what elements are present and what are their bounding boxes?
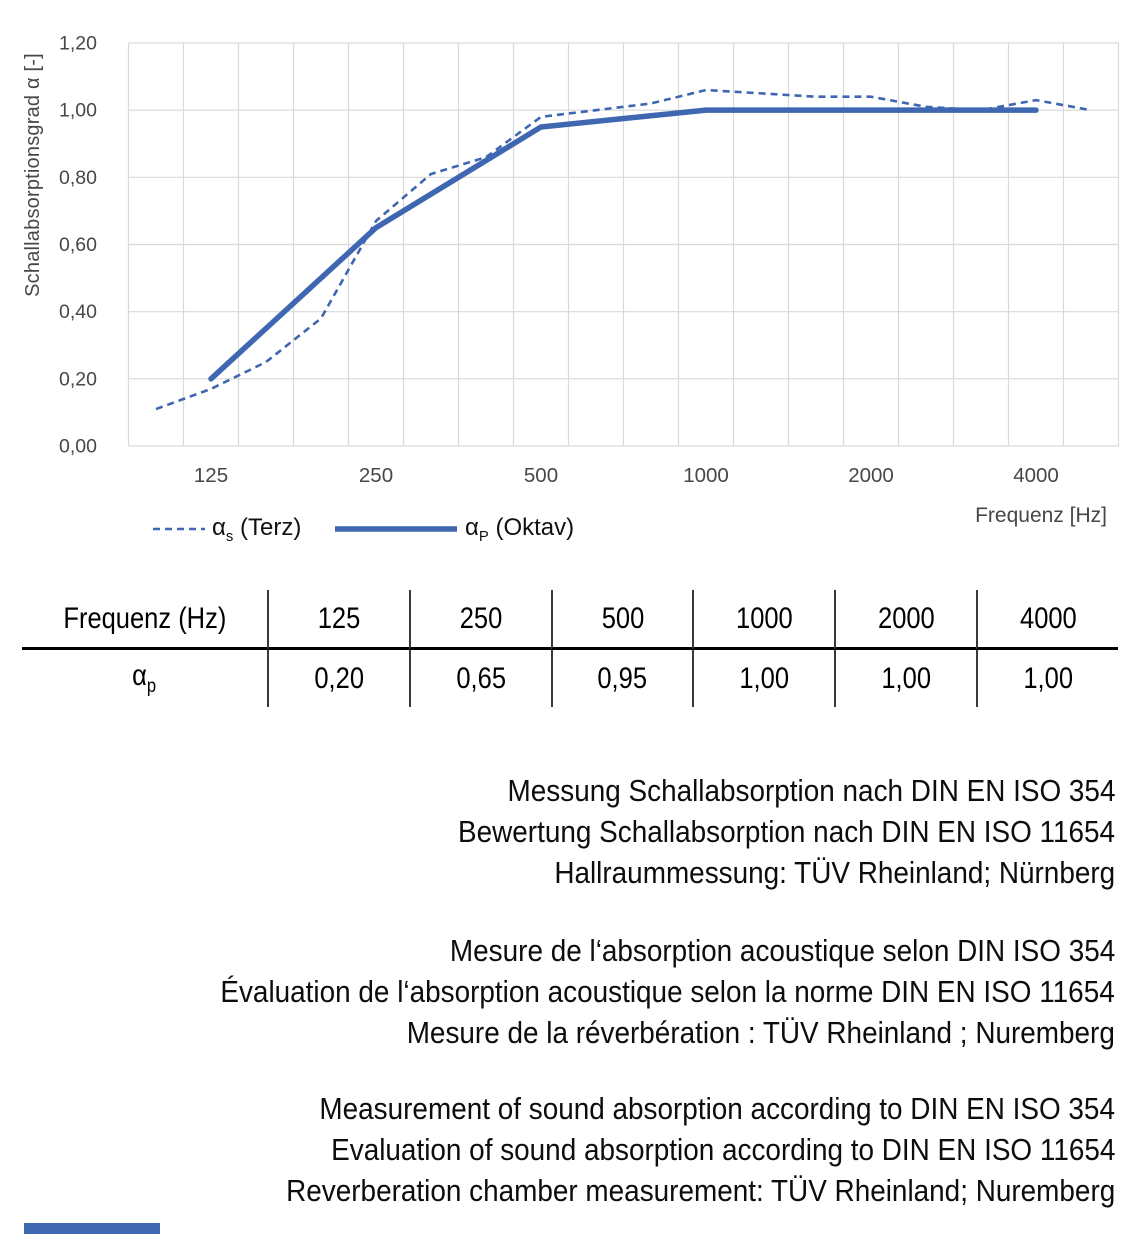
y-tick-label: 0,20	[59, 368, 97, 391]
note-line: Messung Schallabsorption nach DIN EN ISO 354	[507, 773, 1115, 808]
absorption-chart-svg	[0, 0, 1135, 500]
y-tick-label: 0,40	[59, 301, 97, 324]
dashed-line-sample-icon	[152, 525, 206, 533]
legend-label-alpha-p: $\alpha_P$ (Oktav)	[465, 513, 575, 545]
table-header-frequency: Frequenz (Hz)	[22, 590, 267, 650]
note-line: Mesure de l‘absorption acoustique selon DIN ISO 354	[449, 933, 1115, 968]
solid-line-sample-icon	[333, 524, 459, 534]
note-line: Reverberation chamber measurement: TÜV Rheinland; Nuremberg	[285, 1173, 1115, 1208]
x-tick-label: 2000	[848, 464, 894, 487]
table-header-value: 500	[551, 590, 693, 650]
table-cell-alpha-value: 0,65	[409, 650, 551, 707]
notes-english	[194, 1088, 1115, 1211]
table-cell-alpha-value: 1,00	[834, 650, 976, 707]
table-header-value: 1000	[692, 590, 834, 650]
legend-label-alpha-s: $\alpha_s$ (Terz)	[212, 513, 302, 545]
y-tick-label: 1,00	[59, 99, 97, 122]
table-header-value: 4000	[976, 590, 1118, 650]
note-line: Évaluation de l‘absorption acoustique selon la norme DIN EN ISO 11654	[220, 974, 1115, 1009]
note-line: Measurement of sound absorption according to DIN EN ISO 354	[319, 1091, 1115, 1126]
y-axis-title: Schallabsorptionsgrad α [-]	[22, 53, 44, 297]
table-header-value: 2000	[834, 590, 976, 650]
legend-item-alpha-s	[152, 512, 301, 546]
table-cell-alpha-value: 0,95	[551, 650, 693, 707]
x-tick-label: 250	[358, 464, 394, 487]
absorption-table	[22, 590, 1118, 707]
notes-french	[121, 930, 1115, 1053]
absorption-chart	[0, 0, 1135, 527]
table-header-value: 250	[409, 590, 551, 650]
y-tick-label: 0,00	[59, 435, 97, 458]
y-tick-label: 0,60	[59, 234, 97, 256]
note-line: Evaluation of sound absorption according to DIN EN ISO 11654	[330, 1132, 1115, 1167]
legend-item-alpha-p	[333, 512, 574, 546]
x-tick-label: 500	[523, 464, 559, 487]
table-cell-alpha-value: 0,20	[267, 650, 409, 707]
table-header-value: 125	[267, 590, 409, 650]
y-tick-label: 0,80	[59, 166, 97, 189]
note-line: Hallraummessung: TÜV Rheinland; Nürnberg	[554, 855, 1115, 890]
table-cell-alpha-value: 1,00	[976, 650, 1118, 707]
x-tick-label: 125	[193, 464, 229, 487]
chart-legend	[0, 512, 1135, 548]
note-line: Bewertung Schallabsorption nach DIN EN ISO 11654	[457, 814, 1115, 849]
x-tick-label: 1000	[683, 464, 729, 487]
x-axis-title: Frequenz [Hz]	[975, 504, 1107, 527]
table-cell-alpha-value: 1,00	[692, 650, 834, 707]
footer-brand-bar	[24, 1223, 160, 1234]
x-tick-label: 4000	[1013, 464, 1059, 487]
note-line: Mesure de la réverbération : TÜV Rheinland ; Nuremberg	[406, 1015, 1115, 1050]
table-row-label-alpha-p: $\alpha_p$	[132, 659, 157, 697]
notes-german	[385, 770, 1115, 893]
y-tick-label: 1,20	[59, 32, 97, 55]
